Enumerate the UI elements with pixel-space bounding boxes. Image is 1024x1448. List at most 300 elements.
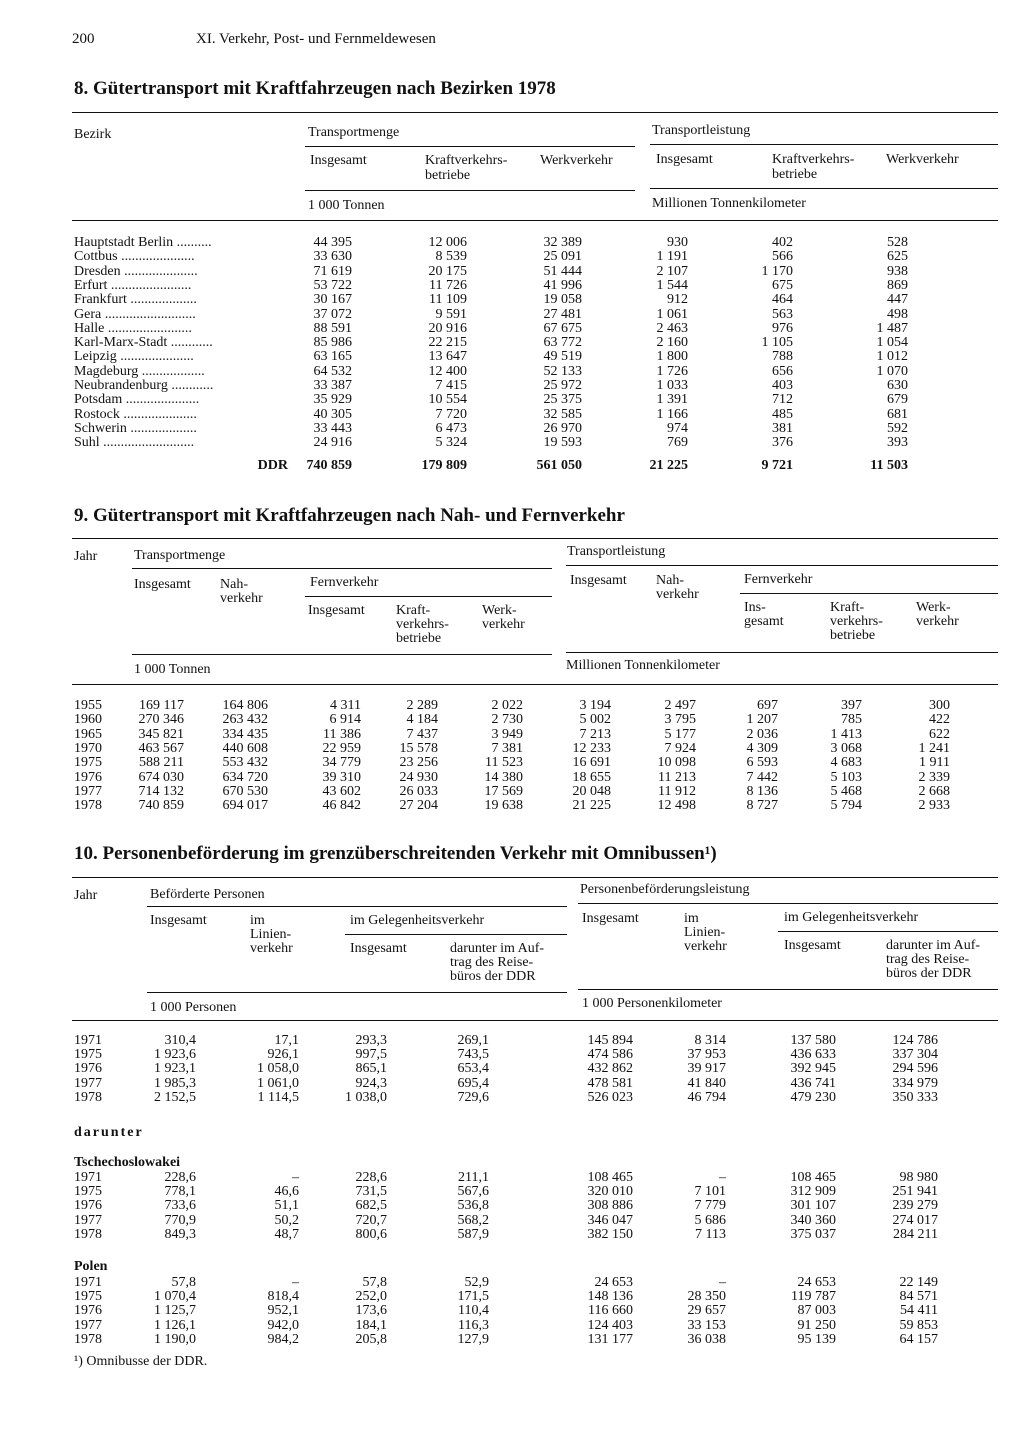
table10-cz-row-1-cell-4: 567,6 [457,1184,489,1200]
table8-row-4-cell-1: 30 167 [313,292,352,308]
table9-row-7-cell-10: 2 933 [918,798,950,814]
table10-row-4-cell-8: 350 333 [892,1089,938,1105]
table10-row-1-cell-6: 37 953 [687,1047,726,1063]
table8-row-9-cell-6: 1 070 [876,363,908,379]
table9-row-5-cell-0: 1976 [74,769,102,785]
table10-header-gel-insg-2: Insgesamt [784,938,841,953]
table10-cz-row-3-cell-0: 1977 [74,1212,102,1228]
table10-row-0-cell-3: 293,3 [355,1033,387,1048]
table8-row-5-cell-4: 1 061 [656,306,688,322]
table9-row-2-cell-10: 622 [929,726,950,742]
table8-row-1-cell-5: 566 [772,249,793,265]
table8-row-9-cell-0: Magdeburg .................. [74,363,205,379]
table9-header-fern-1: Fernverkehr [310,575,379,590]
table10-row-2-cell-0: 1976 [74,1061,102,1077]
table10-cz-row-0-cell-8: 98 980 [899,1170,938,1185]
table8-row-14-cell-2: 5 324 [435,435,467,451]
table10-pl-row-0-cell-6: – [719,1275,726,1290]
table10-pl-row-1-cell-5: 148 136 [587,1289,633,1305]
table9-title: 9. Gütertransport mit Kraftfahrzeugen nach Nah- und Fernverkehr [74,505,625,526]
table9-row-4-cell-8: 6 593 [746,755,778,771]
table9-row-0-cell-5: 2 022 [491,698,523,713]
table10-header-dar-1a: darunter im Auf- [450,941,545,956]
table8-row-7-cell-4: 2 160 [656,335,688,351]
table8-row-10-cell-5: 403 [772,378,793,393]
table8-row-1-cell-4: 1 191 [656,249,688,265]
table9-row-0-cell-4: 2 289 [406,698,438,713]
table8-row-5-cell-0: Gera .......................... [74,306,196,322]
table9-header-transportleistung: Transportleistung [567,544,666,559]
table10-header-insg-2: Insgesamt [582,911,639,926]
table9-row-1-cell-1: 270 346 [138,712,184,728]
table10-cz-row-3-cell-7: 340 360 [790,1212,836,1228]
table10-row-0-cell-7: 137 580 [790,1033,836,1048]
table8-row-10-cell-0: Neubrandenburg ............ [74,378,214,393]
table10-top-rule [72,877,998,878]
table10-pl-row-1-cell-0: 1975 [74,1289,102,1305]
table8-row-2-cell-3: 51 444 [543,263,582,279]
table8-row-13-cell-2: 6 473 [435,420,467,436]
table8-row-4-cell-5: 464 [772,292,793,308]
table9-header-werk-2a: Werk- [916,600,951,615]
table10-row-2-cell-1: 1 923,1 [154,1061,196,1077]
table9-header-insg-fern-1: Insgesamt [308,603,365,618]
table9-header-werk-2b: verkehr [916,614,959,629]
table10-unit-leist: 1 000 Personenkilometer [582,996,722,1011]
table10-pl-row-2-cell-6: 29 657 [687,1303,726,1319]
table8-row-11-cell-2: 10 554 [428,392,467,408]
table8-total-cell-6: 11 503 [870,458,908,473]
table8-header-kvb-1b: betriebe [425,168,471,183]
table10-row-3-cell-7: 436 741 [790,1075,836,1091]
table10-pl-row-2-cell-8: 54 411 [900,1303,938,1319]
table10-row-1-cell-5: 474 586 [587,1047,633,1063]
table10-header-gel-1: im Gelegenheitsverkehr [350,913,485,928]
table8-header-werk-2: Werkverkehr [886,152,959,167]
table9-row-0-cell-8: 697 [757,698,778,713]
table8-row-11-cell-3: 25 375 [543,392,582,408]
table10-pl-row-3-cell-3: 184,1 [355,1317,387,1333]
table10-unit-bef: 1 000 Personen [150,1000,237,1015]
table8-top-rule [72,112,998,113]
table9-row-0-cell-6: 3 194 [579,698,611,713]
table10-row-3-cell-1: 1 985,3 [154,1075,196,1091]
table10-header-dar-2a: darunter im Auf- [886,938,981,953]
table8-unit-menge: 1 000 Tonnen [308,198,385,213]
table8-total-cell-5: 9 721 [761,458,793,473]
table10-header-jahr: Jahr [74,888,98,903]
table9-header-werk-1a: Werk- [482,603,517,618]
table10-pl-row-0-cell-7: 24 653 [797,1275,836,1290]
table9-row-6-cell-9: 5 468 [830,783,862,799]
table10-cz-row-4-cell-2: 48,7 [274,1226,299,1242]
table10-row-3-cell-8: 334 979 [892,1075,938,1091]
table8-row-7-cell-3: 63 772 [543,335,582,351]
table9-row-4-cell-9: 4 683 [830,755,862,771]
table8-row-5-cell-5: 563 [772,306,793,322]
table10-cz-row-3-cell-4: 568,2 [457,1212,489,1228]
table8-row-0-cell-5: 402 [772,235,793,250]
table9-rule-unit-leistung [566,652,998,653]
table10-header-lin-2b: Linien- [684,925,726,940]
table10-cz-row-0-cell-1: 228,6 [164,1170,196,1185]
table10-header-gel-2: im Gelegenheitsverkehr [784,910,919,925]
table9-row-2-cell-9: 1 413 [830,726,862,742]
table9-row-5-cell-10: 2 339 [918,769,950,785]
footnote: ¹) Omnibusse der DDR. [74,1354,208,1369]
table10-row-4-cell-6: 46 794 [687,1089,726,1105]
table9-row-4-cell-0: 1975 [74,755,102,771]
table10-pl-row-3-cell-1: 1 126,1 [154,1317,196,1333]
table9-row-2-cell-5: 3 949 [491,726,523,742]
table10-pl-row-3-cell-6: 33 153 [687,1317,726,1333]
table8-row-12-cell-3: 32 585 [543,406,582,422]
table9-row-6-cell-5: 17 569 [484,783,523,799]
table8-header-kvb-1a: Kraftverkehrs- [425,153,508,168]
table9-row-1-cell-9: 785 [841,712,862,728]
table10-header-lin-1c: verkehr [250,941,293,956]
table10-row-2-cell-6: 39 917 [687,1061,726,1077]
table9-row-6-cell-0: 1977 [74,783,102,799]
table10-rule-bef [147,906,567,907]
table8-row-11-cell-0: Potsdam ..................... [74,392,200,408]
table8-header-bottom-rule [72,220,998,221]
table10-rule-unit-bef [147,992,567,993]
table9-row-5-cell-3: 39 310 [322,769,361,785]
table9-header-insg-1: Insgesamt [134,577,191,592]
table10-pl-row-4-cell-0: 1978 [74,1331,102,1347]
table10-cz-row-4-cell-1: 849,3 [164,1226,196,1242]
table9-header-kraft-1c: betriebe [396,631,442,646]
table10-pl-row-4-cell-5: 131 177 [587,1331,633,1347]
table8-row-12-cell-4: 1 166 [656,406,688,422]
table8-rule-leistung [650,144,998,145]
table8-row-6-cell-1: 88 591 [313,320,352,336]
table10-cz-row-0-cell-6: – [719,1170,726,1185]
table10-row-2-cell-4: 653,4 [457,1061,489,1077]
table9-row-6-cell-6: 20 048 [572,783,611,799]
table8-row-14-cell-0: Suhl .......................... [74,435,195,451]
table10-cz-row-0-cell-7: 108 465 [790,1170,836,1185]
table9-header-kraft-1a: Kraft- [396,603,431,618]
table10-pl-row-1-cell-6: 28 350 [687,1289,726,1305]
table9-header-ins-2a: Ins- [744,600,766,615]
table10-header-dar-1c: büros der DDR [450,969,536,984]
table8-row-13-cell-0: Schwerin ................... [74,420,197,436]
table10-header-leistung: Personenbeförderungsleistung [580,882,750,897]
table10-pl-row-1-cell-3: 252,0 [355,1289,387,1305]
table9-row-7-cell-2: 694 017 [222,798,268,814]
table9-header-werk-1b: verkehr [482,617,525,632]
table10-cz-row-0-cell-4: 211,1 [458,1170,489,1185]
table10-row-2-cell-7: 392 945 [790,1061,836,1077]
table9-row-4-cell-7: 10 098 [657,755,696,771]
table10-rule-unit-leist [578,989,998,990]
table8-row-12-cell-1: 40 305 [313,406,352,422]
table10-row-2-cell-2: 1 058,0 [257,1061,299,1077]
table10-header-lin-1a: im [250,913,265,928]
table8-row-14-cell-1: 24 916 [313,435,352,451]
table9-row-3-cell-3: 22 959 [322,740,361,756]
table8-row-0-cell-0: Hauptstadt Berlin .......... [74,235,212,250]
table8-row-0-cell-3: 32 389 [543,235,582,250]
table10-header-lin-2c: verkehr [684,939,727,954]
table9-row-4-cell-2: 553 432 [222,755,268,771]
table9-rule-fern-1 [305,596,552,597]
table10-cz-row-2-cell-3: 682,5 [355,1198,387,1214]
table10-cz-row-1-cell-2: 46,6 [274,1184,299,1200]
table8-row-5-cell-1: 37 072 [313,306,352,322]
table8-row-3-cell-3: 41 996 [543,277,582,293]
table10-row-1-cell-3: 997,5 [355,1047,387,1063]
table8-row-4-cell-0: Frankfurt ................... [74,292,197,308]
table9-row-3-cell-8: 4 309 [746,740,778,756]
table10-cz-row-2-cell-7: 301 107 [790,1198,836,1214]
table8-row-13-cell-6: 592 [887,420,908,436]
table10-row-0-cell-1: 310,4 [164,1033,196,1048]
table8-total-cell-1: 740 859 [306,458,352,473]
table9-row-1-cell-5: 2 730 [491,712,523,728]
table8-header-transportmenge: Transportmenge [308,125,400,140]
table10-cz-row-2-cell-6: 7 779 [694,1198,726,1214]
table9-row-1-cell-6: 5 002 [579,712,611,728]
table8-row-13-cell-5: 381 [772,420,793,436]
table8-row-8-cell-4: 1 800 [656,349,688,365]
table10-cz-row-4-cell-8: 284 211 [893,1226,938,1242]
table8-row-5-cell-6: 498 [887,306,908,322]
table8-row-13-cell-1: 33 443 [313,420,352,436]
page-number: 200 [72,31,95,47]
table10-cz-row-2-cell-8: 239 279 [892,1198,938,1214]
table10-cz-row-1-cell-8: 251 941 [892,1184,938,1200]
table10-pl-row-0-cell-3: 57,8 [362,1275,387,1290]
table8-rule-unit-menge [305,190,635,191]
table9-header-nah-1a: Nah- [220,577,248,592]
table10-pl-row-4-cell-6: 36 038 [687,1331,726,1347]
table10-pl-row-0-cell-2: – [292,1275,299,1290]
table10-cz-row-3-cell-6: 5 686 [694,1212,726,1228]
table9-row-7-cell-3: 46 842 [322,798,361,814]
table10-row-3-cell-5: 478 581 [587,1075,633,1091]
table9-row-1-cell-0: 1960 [74,712,102,728]
table10-cz-row-3-cell-5: 346 047 [587,1212,633,1228]
table10-row-4-cell-3: 1 038,0 [345,1089,387,1105]
table8-row-1-cell-1: 33 630 [313,249,352,265]
table10-pl-row-3-cell-5: 124 403 [587,1317,633,1333]
table9-row-4-cell-1: 588 211 [139,755,184,771]
table9-row-5-cell-9: 5 103 [830,769,862,785]
table8-row-11-cell-6: 679 [887,392,908,408]
table10-pl-row-1-cell-7: 119 787 [791,1289,836,1305]
table10-cz-row-3-cell-2: 50,2 [274,1212,299,1228]
table9-rule-leistung [566,565,998,566]
table10-pl-row-3-cell-4: 116,3 [458,1317,489,1333]
table8-row-7-cell-1: 85 986 [313,335,352,351]
table10-cz-row-0-cell-2: – [292,1170,299,1185]
table9-rule-menge [132,568,552,569]
table10-cz-row-0-cell-0: 1971 [74,1170,102,1185]
table10-cz-row-4-cell-0: 1978 [74,1226,102,1242]
table9-row-6-cell-1: 714 132 [138,783,184,799]
table9-row-1-cell-10: 422 [929,712,950,728]
table8-header-insgesamt-2: Insgesamt [656,152,713,167]
table10-pl-row-2-cell-4: 110,4 [458,1303,489,1319]
table8-row-7-cell-2: 22 215 [428,335,467,351]
table8-row-14-cell-4: 769 [667,435,688,451]
table8-header-werk-1: Werkverkehr [540,153,613,168]
table9-header-jahr: Jahr [74,549,98,564]
table10-pl-row-3-cell-8: 59 853 [899,1317,938,1333]
table9-row-2-cell-7: 5 177 [664,726,696,742]
table10-header-dar-1b: trag des Reise- [450,955,534,970]
table10-cz-row-2-cell-4: 536,8 [457,1198,489,1214]
table10-row-3-cell-6: 41 840 [687,1075,726,1091]
table8-rule-menge [305,146,635,147]
table10-row-1-cell-2: 926,1 [267,1047,299,1063]
table10-row-2-cell-5: 432 862 [587,1061,633,1077]
table10-cz-row-4-cell-3: 800,6 [355,1226,387,1242]
table8-row-7-cell-0: Karl-Marx-Stadt ............ [74,335,213,351]
table8-row-0-cell-1: 44 395 [313,235,352,250]
table8-row-9-cell-4: 1 726 [656,363,688,379]
table10-pl-row-1-cell-2: 818,4 [267,1289,299,1305]
table9-row-7-cell-5: 19 638 [484,798,523,814]
table10-cz-row-2-cell-0: 1976 [74,1198,102,1214]
table10-cz-row-1-cell-6: 7 101 [694,1184,726,1200]
table10-cz-row-4-cell-5: 382 150 [587,1226,633,1242]
table9-row-5-cell-1: 674 030 [138,769,184,785]
table10-pl-row-4-cell-3: 205,8 [355,1331,387,1347]
table8-total-cell-4: 21 225 [649,458,688,473]
table8-row-7-cell-6: 1 054 [876,335,908,351]
table10-header-dar-2c: büros der DDR [886,966,972,981]
table8-row-4-cell-2: 11 109 [429,292,467,308]
table10-pl-row-1-cell-1: 1 070,4 [154,1289,196,1305]
table10-cz-row-1-cell-7: 312 909 [790,1184,836,1200]
table9-row-2-cell-8: 2 036 [746,726,778,742]
table9-row-0-cell-0: 1955 [74,698,102,713]
table10-row-4-cell-4: 729,6 [457,1089,489,1105]
table10-pl-row-2-cell-1: 1 125,7 [154,1303,196,1319]
table8-row-4-cell-3: 19 058 [543,292,582,308]
table10-header-gel-insg-1: Insgesamt [350,941,407,956]
table8-header-transportleistung: Transportleistung [652,123,751,138]
table8-row-10-cell-2: 7 415 [435,378,467,393]
table8-row-8-cell-5: 788 [772,349,793,365]
table10-pl-row-2-cell-7: 87 003 [797,1303,836,1319]
table9-header-transportmenge: Transportmenge [134,548,226,563]
table9-row-0-cell-3: 4 311 [330,698,361,713]
table9-row-3-cell-9: 3 068 [830,740,862,756]
table10-pl-row-0-cell-1: 57,8 [171,1275,196,1290]
table9-row-4-cell-3: 34 779 [322,755,361,771]
table8-row-9-cell-5: 656 [772,363,793,379]
table8-row-4-cell-6: 447 [887,292,908,308]
table8-row-11-cell-1: 35 929 [313,392,352,408]
table8-row-3-cell-4: 1 544 [656,277,688,293]
table9-header-nah-2b: verkehr [656,587,699,602]
table8-header-kvb-2a: Kraftverkehrs- [772,152,855,167]
table9-row-6-cell-2: 670 530 [222,783,268,799]
table10-row-4-cell-1: 2 152,5 [154,1089,196,1105]
table10-pl-row-0-cell-5: 24 653 [594,1275,633,1290]
table9-unit-menge: 1 000 Tonnen [134,662,211,677]
table8-row-2-cell-5: 1 170 [761,263,793,279]
table10-row-3-cell-0: 1977 [74,1075,102,1091]
table9-row-3-cell-6: 12 233 [572,740,611,756]
table8-row-8-cell-2: 13 647 [428,349,467,365]
table9-row-3-cell-5: 7 381 [491,740,523,756]
table8-row-0-cell-4: 930 [667,235,688,250]
table9-row-3-cell-2: 440 608 [222,740,268,756]
table10-pl-row-0-cell-0: 1971 [74,1275,102,1290]
table9-row-3-cell-7: 7 924 [664,740,696,756]
table9-header-bottom-rule [72,684,998,685]
table9-row-6-cell-7: 11 912 [658,783,696,799]
table8-row-8-cell-6: 1 012 [876,349,908,365]
table9-row-2-cell-4: 7 437 [406,726,438,742]
table10-rule-gel-1 [345,934,567,935]
table9-top-rule [72,538,998,539]
table9-row-5-cell-4: 24 930 [399,769,438,785]
table10-darunter: darunter [74,1125,144,1140]
table9-row-1-cell-2: 263 432 [222,712,268,728]
table8-row-14-cell-6: 393 [887,435,908,451]
table8-row-6-cell-4: 2 463 [656,320,688,336]
table10-pl-row-0-cell-8: 22 149 [899,1275,938,1290]
table9-header-kraft-1b: verkehrs- [396,617,449,632]
table10-row-4-cell-0: 1978 [74,1089,102,1105]
table9-row-6-cell-10: 2 668 [918,783,950,799]
table9-row-2-cell-1: 345 821 [138,726,184,742]
table9-row-7-cell-0: 1978 [74,798,102,814]
table10-pl-row-4-cell-7: 95 139 [797,1331,836,1347]
table9-row-7-cell-1: 740 859 [138,798,184,814]
table9-row-1-cell-7: 3 795 [664,712,696,728]
table10-row-2-cell-3: 865,1 [355,1061,387,1077]
table10-cz-row-0-cell-3: 228,6 [355,1170,387,1185]
table9-header-insg-2: Insgesamt [570,573,627,588]
table9-row-5-cell-5: 14 380 [484,769,523,785]
table10-cz-row-3-cell-1: 770,9 [164,1212,196,1228]
table8-total-cell-0: DDR [257,458,288,473]
table10-pl-row-4-cell-4: 127,9 [457,1331,489,1347]
table10-section-cz: Tschechoslowakei [74,1155,181,1170]
table8-row-1-cell-0: Cottbus ..................... [74,249,195,265]
table10-cz-row-2-cell-5: 308 886 [587,1198,633,1214]
table10-pl-row-1-cell-4: 171,5 [457,1289,489,1305]
table10-pl-row-4-cell-8: 64 157 [899,1331,938,1347]
table8-row-1-cell-3: 25 091 [543,249,582,265]
table8-row-14-cell-5: 376 [772,435,793,451]
table8-header-insgesamt-1: Insgesamt [310,153,367,168]
table10-cz-row-1-cell-0: 1975 [74,1184,102,1200]
table8-row-6-cell-2: 20 916 [428,320,467,336]
table8-row-14-cell-3: 19 593 [543,435,582,451]
table8-row-3-cell-0: Erfurt ....................... [74,277,192,293]
table8-row-10-cell-3: 25 972 [543,378,582,393]
table10-row-0-cell-5: 145 894 [587,1033,633,1048]
table8-row-2-cell-2: 20 175 [428,263,467,279]
table10-row-1-cell-1: 1 923,6 [154,1047,196,1063]
table8-row-8-cell-1: 63 165 [313,349,352,365]
table10-title: 10. Personenbeförderung im grenzüberschreitenden Verkehr mit Omnibussen¹) [74,843,717,864]
table9-row-7-cell-6: 21 225 [572,798,611,814]
table9-unit-leistung: Millionen Tonnenkilometer [566,658,720,673]
table8-row-12-cell-5: 485 [772,406,793,422]
table8-row-3-cell-5: 675 [772,277,793,293]
table8-row-2-cell-1: 71 619 [313,263,352,279]
